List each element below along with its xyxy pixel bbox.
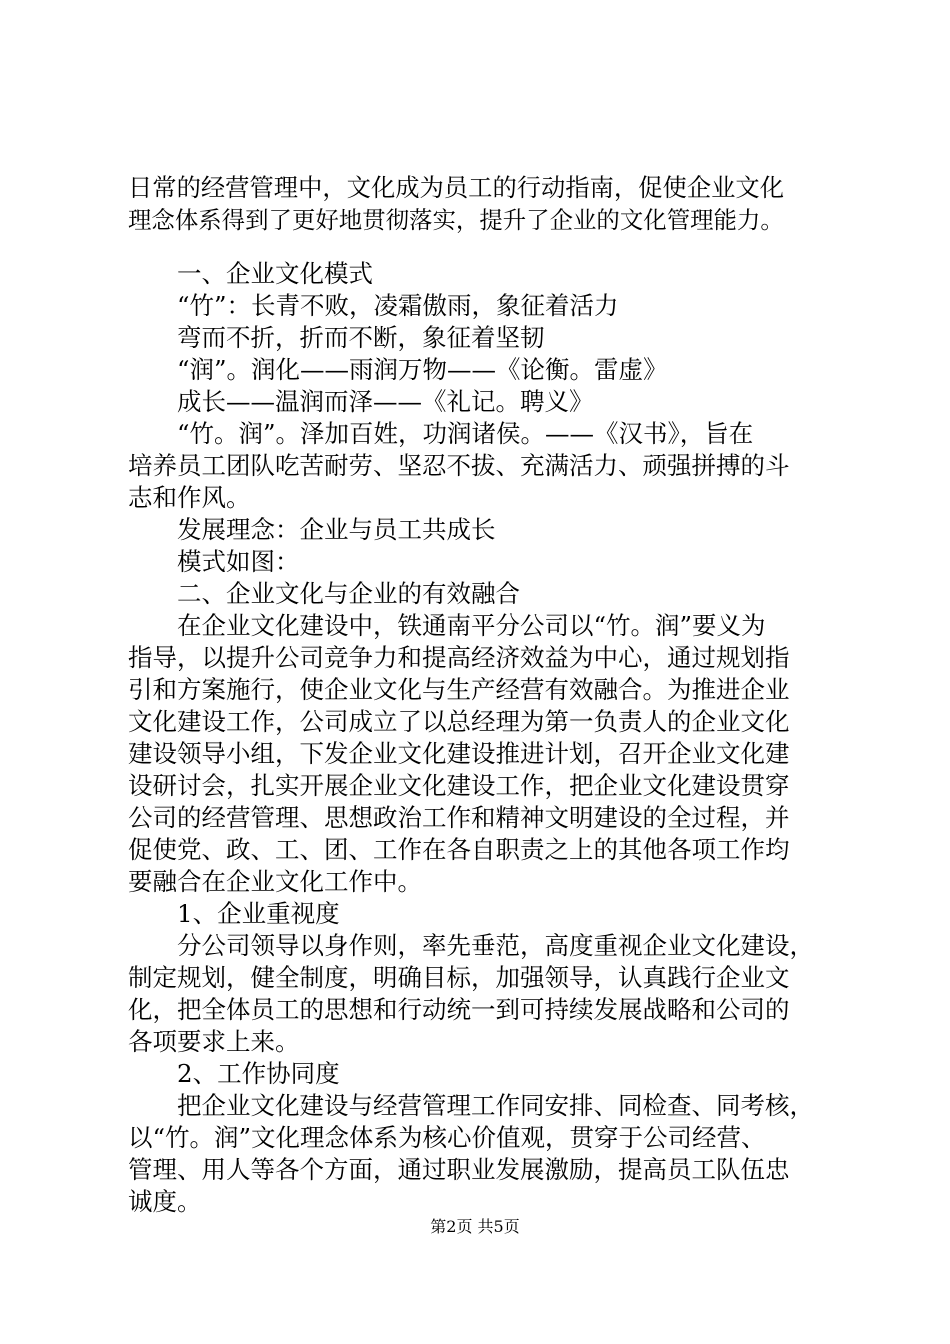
document-body: [128, 172, 848, 1218]
text-line: 诚度。: [128, 1187, 202, 1216]
text-line: 弯而不折，折而不断，象征着坚韧: [177, 323, 545, 352]
text-line: 2、工作协同度: [177, 1059, 340, 1088]
text-line: 志和作风。: [128, 483, 251, 512]
text-line: 管理、用人等各个方面，通过职业发展激励，提高员工队伍忠: [128, 1155, 790, 1184]
paragraph-gap: [128, 236, 848, 258]
text-line: 设研讨会，扎实开展企业文化建设工作，把企业文化建设贯穿: [128, 771, 790, 800]
text-line: 以“竹。润”文化理念体系为核心价值观，贯穿于公司经营、: [128, 1123, 766, 1152]
text-line: 要融合在企业文化工作中。: [128, 867, 422, 896]
text-line: 二、企业文化与企业的有效融合: [177, 579, 520, 608]
text-line: 促使党、政、工、团、工作在各自职责之上的其他各项工作均: [128, 835, 790, 864]
text-line: “润”。润化——雨润万物——《论衡。雷虚》: [177, 355, 668, 384]
text-line: 成长——温润而泽——《礼记。聘义》: [177, 387, 594, 416]
text-line: 指导，以提升公司竞争力和提高经济效益为中心，通过规划指: [128, 643, 790, 672]
text-line: 一、企业文化模式: [177, 259, 373, 288]
text-line: 制定规划，健全制度，明确目标，加强领导，认真践行企业文: [128, 963, 790, 992]
page-footer: 第2页 共5页: [430, 1217, 520, 1236]
text-line: 化，把全体员工的思想和行动统一到可持续发展战略和公司的: [128, 995, 790, 1024]
text-line: 1、企业重视度: [177, 899, 340, 928]
text-line: 公司的经营管理、思想政治工作和精神文明建设的全过程，并: [128, 803, 790, 832]
text-line: 在企业文化建设中，铁通南平分公司以“竹。润”要义为: [177, 611, 766, 640]
text-line: 培养员工团队吃苦耐劳、坚忍不拔、充满活力、顽强拼搏的斗: [128, 451, 790, 480]
paragraph-continuation: [128, 172, 848, 236]
text-line: 把企业文化建设与经营管理工作同安排、同检查、同考核，: [177, 1091, 814, 1120]
section-body: [128, 258, 848, 1218]
text-line: 日常的经营管理中，文化成为员工的行动指南，促使企业文化: [128, 173, 785, 202]
text-line: 建设领导小组，下发企业文化建设推进计划，召开企业文化建: [128, 739, 790, 768]
text-line: 分公司领导以身作则，率先垂范，高度重视企业文化建设，: [177, 931, 814, 960]
text-line: 模式如图：: [177, 547, 300, 576]
text-line: 文化建设工作，公司成立了以总经理为第一负责人的企业文化: [128, 707, 790, 736]
text-line: 引和方案施行，使企业文化与生产经营有效融合。为推进企业: [128, 675, 790, 704]
text-line: 各项要求上来。: [128, 1027, 300, 1056]
text-line: 发展理念：企业与员工共成长: [177, 515, 496, 544]
text-line: “竹。润”。泽加百姓，功润诸侯。——《汉书》，旨在: [177, 419, 754, 448]
text-line: 理念体系得到了更好地贯彻落实，提升了企业的文化管理能力。: [128, 206, 784, 234]
text-line: “竹”：长青不败，凌霜傲雨，象征着活力: [177, 291, 619, 320]
